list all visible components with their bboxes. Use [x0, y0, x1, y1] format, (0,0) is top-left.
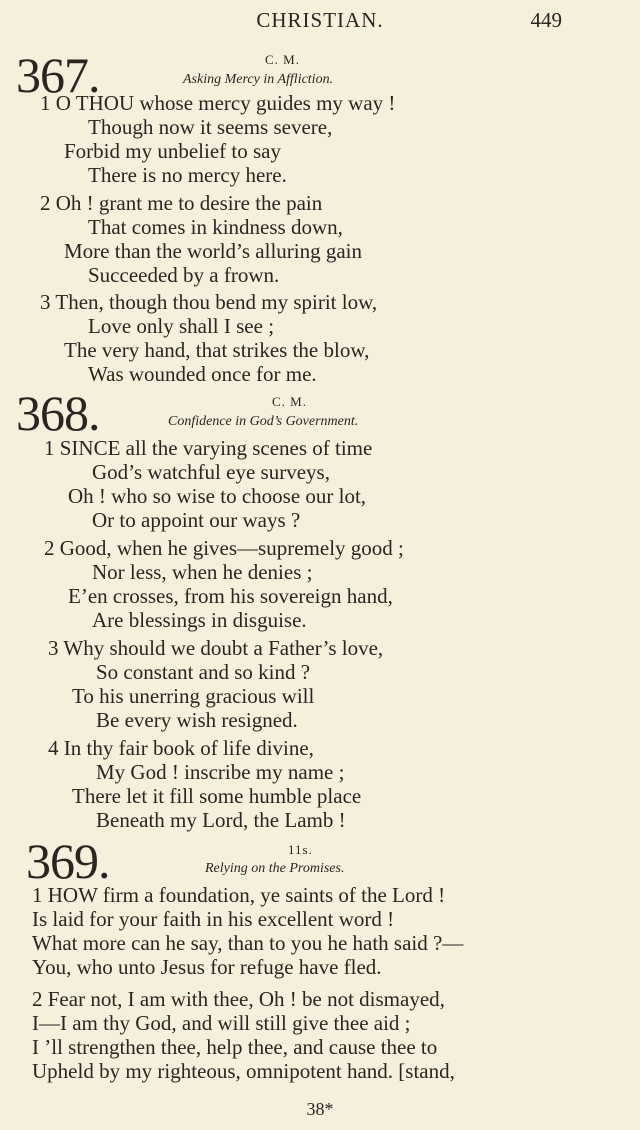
verse-line: 3 Then, though thou bend my spirit low,	[40, 290, 378, 314]
verse-line: 3 Why should we doubt a Father’s love,	[48, 636, 384, 660]
page-number: 449	[530, 8, 562, 32]
verse-line: Nor less, when he denies ;	[92, 560, 313, 584]
verse-line: I—I am thy God, and will still give thee aid ;	[32, 1011, 411, 1035]
verse-line: 4 In thy fair book of life divine,	[48, 736, 314, 760]
verse-line: 1 O THOU whose mercy guides my way !	[40, 91, 396, 115]
verse-line: What more can he say, than to you he hath said ?—	[32, 931, 464, 955]
verse-line: Forbid my unbelief to say	[64, 139, 281, 163]
hymn-subtitle: Asking Mercy in Affliction.	[183, 72, 334, 87]
verse-line: More than the world’s alluring gain	[64, 239, 363, 263]
hymn-number: 369.	[26, 833, 110, 889]
verse-line: 1 HOW firm a foundation, ye saints of the Lord !	[32, 883, 446, 907]
verse-line: The very hand, that strikes the blow,	[64, 338, 370, 362]
verse-line: Succeeded by a frown.	[88, 263, 280, 287]
verse-line: There let it fill some humble place	[72, 784, 362, 808]
verse-line: 2 Good, when he gives—supremely good ;	[44, 536, 404, 560]
verse-line: To his unerring gracious will	[72, 684, 315, 708]
hymn-meter: C. M.	[265, 52, 300, 67]
verse-line: Are blessings in disguise.	[92, 608, 307, 632]
verse-line: 1 SINCE all the varying scenes of time	[44, 436, 373, 460]
hymn-meter: C. M.	[272, 394, 307, 409]
verse-line: Was wounded once for me.	[88, 362, 317, 386]
verse-line: God’s watchful eye surveys,	[92, 460, 330, 484]
hymn-number: 367.	[16, 47, 100, 103]
verse-line: You, who unto Jesus for refuge have fled.	[32, 955, 382, 979]
verse-line: So constant and so kind ?	[96, 660, 311, 684]
verse-line: My God ! inscribe my name ;	[96, 760, 345, 784]
verse-line: 2 Fear not, I am with thee, Oh ! be not dismayed,	[32, 987, 445, 1011]
verse-line: Is laid for your faith in his excellent word !	[32, 907, 395, 931]
hymn-subtitle: Confidence in God’s Government.	[168, 414, 359, 429]
hymn-meter: 11s.	[288, 842, 313, 857]
verse-line: 2 Oh ! grant me to desire the pain	[40, 191, 323, 215]
verse-line: Love only shall I see ;	[88, 314, 275, 338]
verse-line: I ’ll strengthen thee, help thee, and cause thee to	[32, 1035, 438, 1059]
signature-mark: 38*	[306, 1099, 334, 1119]
verse-line: Oh ! who so wise to choose our lot,	[68, 484, 367, 508]
verse-line: Or to appoint our ways ?	[92, 508, 301, 532]
verse-line: Upheld by my righteous, omnipotent hand. [stand,	[32, 1059, 455, 1083]
hymn-subtitle: Relying on the Promises.	[205, 861, 345, 876]
verse-line: Be every wish resigned.	[96, 708, 298, 732]
verse-line: There is no mercy here.	[88, 163, 287, 187]
verse-line: Beneath my Lord, the Lamb !	[96, 808, 346, 832]
verse-line: Though now it seems severe,	[88, 115, 333, 139]
verse-line: That comes in kindness down,	[88, 215, 343, 239]
hymn-number: 368.	[16, 385, 100, 441]
running-title: CHRISTIAN.	[256, 8, 384, 32]
verse-line: E’en crosses, from his sovereign hand,	[68, 584, 393, 608]
